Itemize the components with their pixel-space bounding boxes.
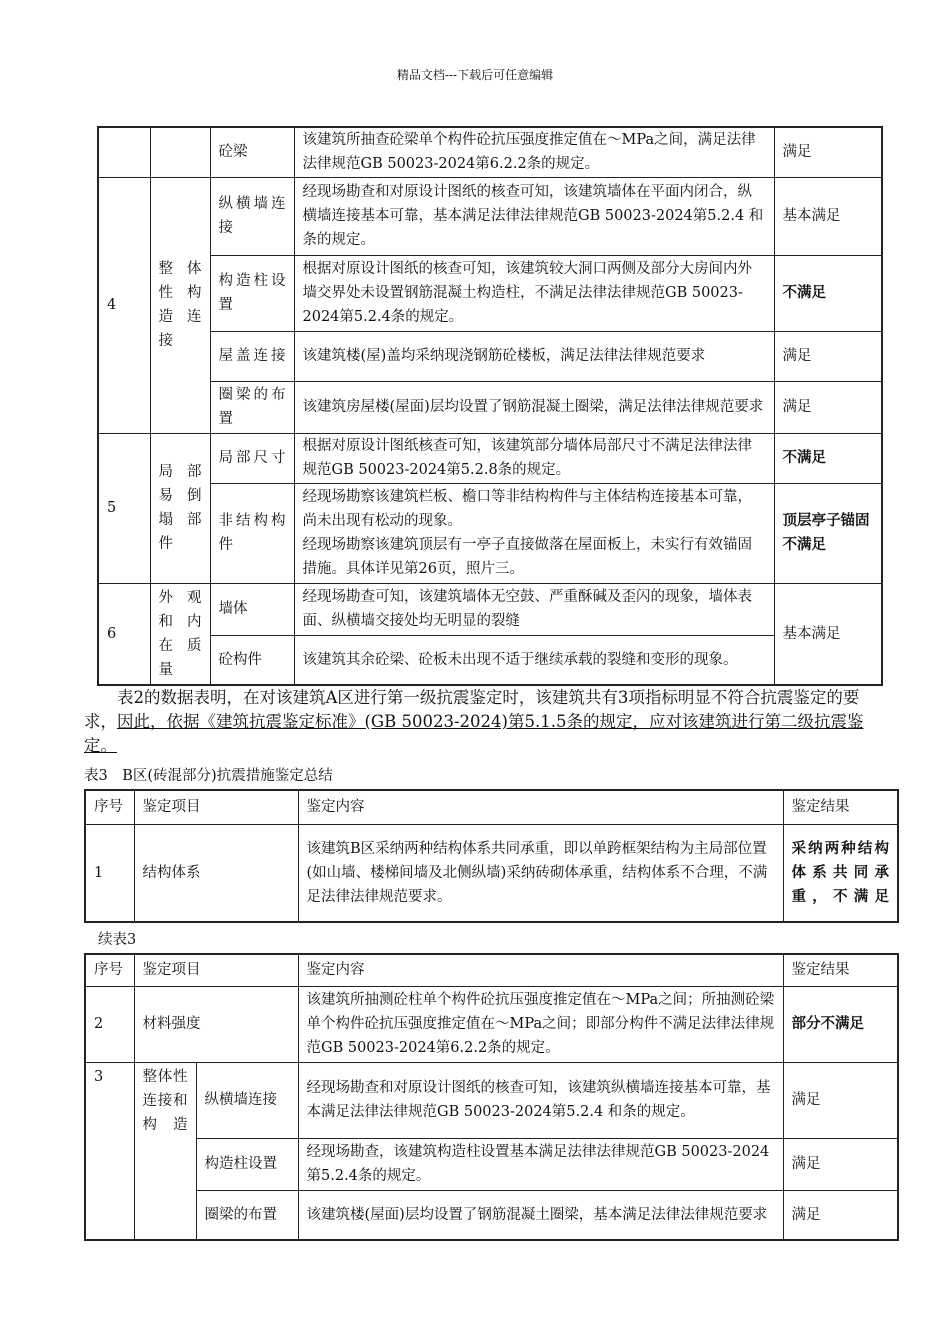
item-cell: 圈梁的布置 [196, 1190, 298, 1240]
item-cell: 纵横墙连接 [196, 1062, 298, 1138]
table-row [98, 255, 882, 331]
content-cell: 根据对原设计图纸的核查可知，该建筑较大洞口两侧及部分大房间内外墙交界处未设置钢筋混凝土构造柱，不满足法律法律规范GB 50023-2024第5.2.4条的规定。 [294, 255, 774, 331]
result-cell: 满足 [774, 331, 882, 381]
table-header-row [85, 954, 898, 986]
result-cell: 满足 [774, 381, 882, 433]
content-cell: 根据对原设计图纸核查可知，该建筑部分墙体局部尺寸不满足法律法律规范GB 50023-2024第5.2.8条的规定。 [294, 433, 774, 483]
table-row [98, 127, 882, 177]
content-cell: 经现场勘查和对原设计图纸的核查可知，该建筑纵横墙连接基本可靠，基本满足法律法律规范GB 50023-2024第5.2.4 和条的规定。 [298, 1062, 783, 1138]
result-cell: 满足 [783, 1190, 898, 1240]
content-cell [294, 483, 774, 583]
row-number: 3 [85, 1062, 134, 1240]
table-row [98, 331, 882, 381]
table-caption: 续表3 [98, 932, 137, 948]
header-cell: 序号 [85, 790, 134, 824]
category-cell: 局部易倒塌部件 [150, 433, 210, 583]
result-cell: 满足 [783, 1062, 898, 1138]
header-cell: 鉴定内容 [298, 790, 783, 824]
table-a-zone [97, 126, 883, 686]
result-cell: 满足 [783, 1138, 898, 1190]
item-cell: 砼构件 [210, 635, 294, 685]
table-row [98, 177, 882, 255]
row-number: 6 [98, 583, 150, 685]
table-row [85, 986, 898, 1062]
content-cell: 经现场勘查可知，该建筑墙体无空鼓、严重酥碱及歪闪的现象，墙体表面、纵横墙交接处均无明显的裂缝 [294, 583, 774, 635]
result-cell: 基本满足 [774, 177, 882, 255]
page-header: 精品文档---下载后可任意编辑 [396, 68, 554, 82]
table-b-zone-continued [84, 953, 899, 1241]
content-cell: 该建筑B区采纳两种结构体系共同承重，即以单跨框架结构为主局部位置(如山墙、楼梯间墙及北侧纵墙)采纳砖砌体承重，结构体系不合理，不满足法律法律规范要求。 [298, 824, 783, 922]
header-cell: 鉴定结果 [783, 954, 898, 986]
table-row [98, 381, 882, 433]
header-cell: 鉴定结果 [783, 790, 898, 824]
item-cell: 圈梁的布置 [210, 381, 294, 433]
content-cell: 该建筑房屋楼(屋面)层均设置了钢筋混凝土圈梁，满足法律法律规范要求 [294, 381, 774, 433]
content-cell: 该建筑所抽测砼柱单个构件砼抗压强度推定值在～MPa之间；所抽测砼梁单个构件砼抗压强度推定值在～MPa之间；即部分构件不满足法律法律规范GB 50023-2024第6.2.2条的规定。 [298, 986, 783, 1062]
item-cell: 构造柱设置 [210, 255, 294, 331]
item-cell: 局部尺寸 [210, 433, 294, 483]
item-cell: 墙体 [210, 583, 294, 635]
table-row [98, 483, 882, 583]
content-cell: 该建筑楼(屋)盖均采纳现浇钢筋砼楼板，满足法律法律规范要求 [294, 331, 774, 381]
content-cell: 经现场勘查，该建筑构造柱设置基本满足法律法律规范GB 50023-2024第5.2.4条的规定。 [298, 1138, 783, 1190]
item-cell: 纵横墙连接 [210, 177, 294, 255]
row-number: 4 [98, 177, 150, 433]
row-number: 1 [85, 824, 134, 922]
result-cell: 部分不满足 [783, 986, 898, 1062]
row-number: 2 [85, 986, 134, 1062]
content-cell: 经现场勘查和对原设计图纸的核查可知，该建筑墙体在平面内闭合，纵横墙连接基本可靠，基本满足法律法律规范GB 50023-2024第5.2.4 和条的规定。 [294, 177, 774, 255]
table-row [85, 1138, 898, 1190]
table-row [98, 433, 882, 483]
table-row [98, 635, 882, 685]
result-cell: 顶层亭子锚固不满足 [774, 483, 882, 583]
paragraph-text: 表2的数据表明，在对该建筑A区进行第一级抗震鉴定时，该建筑共有3项指标明显不符合抗震鉴定的要求， [84, 688, 860, 731]
content-paragraph: 经现场勘察该建筑栏板、檐口等非结构构件与主体结构连接基本可靠，尚未出现有松动的现象。 [302, 489, 752, 529]
category-cell: 整体性构造连接 [150, 177, 210, 433]
table-caption: 表3 B区(砖混部分)抗震措施鉴定总结 [84, 768, 333, 784]
result-cell: 满足 [774, 127, 882, 177]
item-cell: 构造柱设置 [196, 1138, 298, 1190]
table-row [85, 1062, 898, 1138]
content-cell: 该建筑所抽查砼梁单个构件砼抗压强度推定值在～MPa之间，满足法律法律规范GB 50023-2024第6.2.2条的规定。 [294, 127, 774, 177]
item-cell: 结构体系 [134, 824, 298, 922]
item-cell: 非结构构件 [210, 483, 294, 583]
content-cell: 该建筑楼(屋面)层均设置了钢筋混凝土圈梁，基本满足法律法律规范要求 [298, 1190, 783, 1240]
table-b-zone [84, 789, 899, 923]
result-cell: 采纳两种结构体系共同承重，不满足 [783, 824, 898, 922]
header-cell: 鉴定项目 [134, 954, 298, 986]
category-cell: 外观和内在质量 [150, 583, 210, 685]
result-cell: 不满足 [774, 255, 882, 331]
header-cell: 鉴定内容 [298, 954, 783, 986]
item-cell: 材料强度 [134, 986, 298, 1062]
paragraph-underlined-text: 因此，依据《建筑抗震鉴定标准》(GB 50023-2024)第5.1.5条的规定，应对该建筑进行第二级抗震鉴定。 [84, 712, 864, 755]
content-paragraph: 经现场勘察该建筑顶层有一亭子直接做落在屋面板上，未实行有效锚固措施。具体详见第26页，照片三。 [302, 537, 752, 577]
row-number: 5 [98, 433, 150, 583]
header-cell: 鉴定项目 [134, 790, 298, 824]
conclusion-paragraph [84, 686, 884, 758]
category-cell: 整体性连接和构造 [134, 1062, 196, 1240]
table-row [85, 824, 898, 922]
table-header-row [85, 790, 898, 824]
table-row [98, 583, 882, 635]
content-cell: 该建筑其余砼梁、砼板未出现不适于继续承载的裂缝和变形的现象。 [294, 635, 774, 685]
header-cell: 序号 [85, 954, 134, 986]
table-row [85, 1190, 898, 1240]
item-cell: 砼梁 [210, 127, 294, 177]
result-cell: 不满足 [774, 433, 882, 483]
item-cell: 屋盖连接 [210, 331, 294, 381]
result-cell: 基本满足 [774, 583, 882, 685]
